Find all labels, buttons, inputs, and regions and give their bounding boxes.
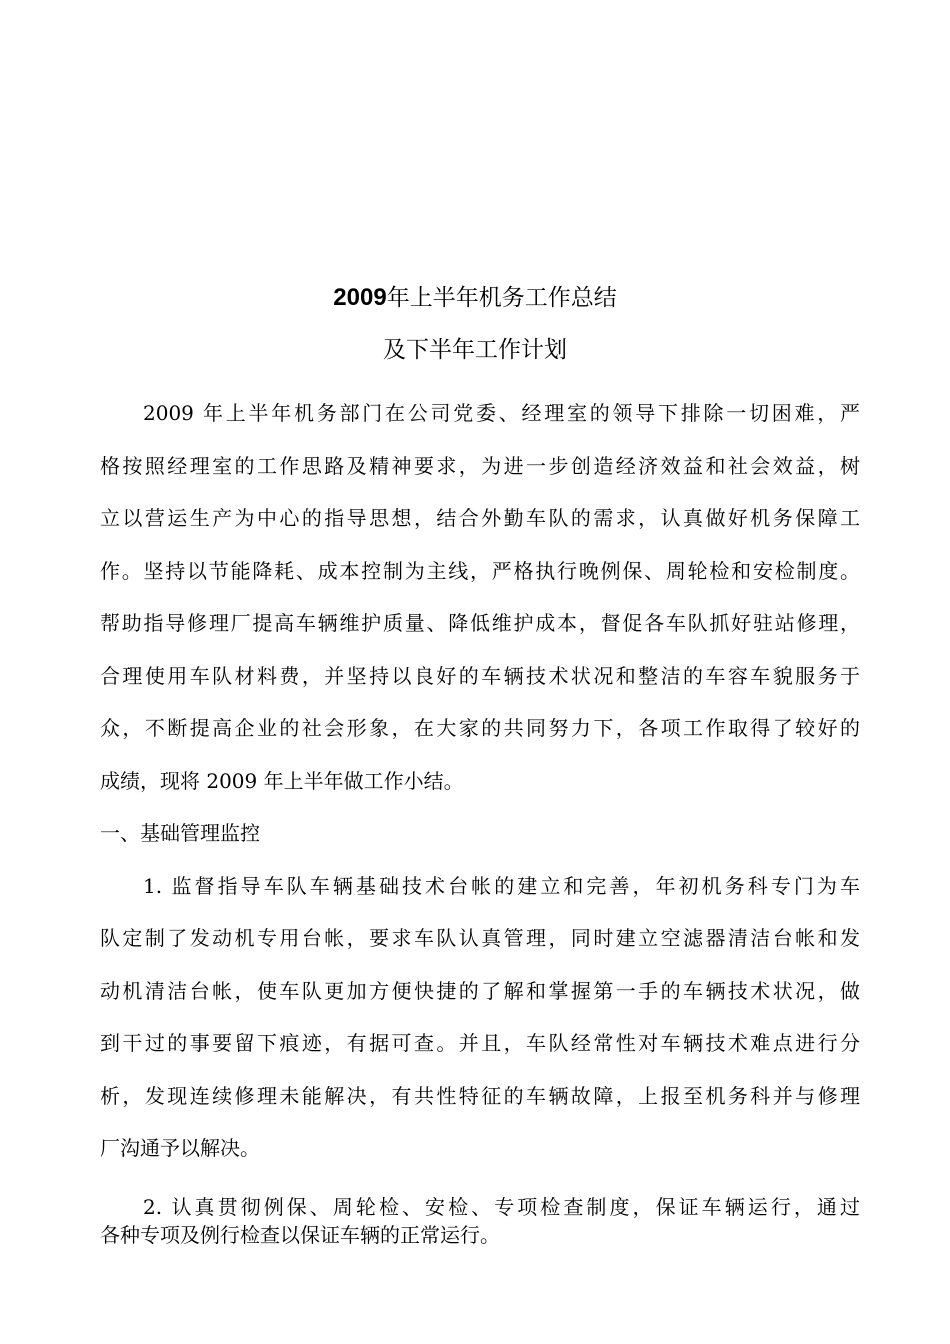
- item-1-line: 动机清洁台帐，使车队更加方便快捷的了解和掌握第一手的车辆技术状况，做: [100, 979, 860, 1003]
- item-2-line: 各种专项及例行检查以保证车辆的正常运行。: [100, 1223, 500, 1247]
- intro-line: 众，不断提高企业的社会形象，在大家的共同努力下，各项工作取得了较好的: [100, 716, 860, 740]
- intro-line: 2009 年上半年机务部门在公司党委、经理室的领导下排除一切困难，严: [143, 401, 860, 425]
- intro-line: 作。坚持以节能降耗、成本控制为主线，严格执行晚例保、周轮检和安检制度。: [100, 559, 860, 583]
- intro-line: 格按照经理室的工作思路及精神要求，为进一步创造经济效益和社会效益，树: [100, 454, 860, 478]
- item-1-line: 到干过的事要留下痕迹，有据可查。并且，车队经常性对车辆技术难点进行分: [100, 1031, 860, 1055]
- item-1-line: 队定制了发动机专用台帐，要求车队认真管理，同时建立空滤器清洁台帐和发: [100, 926, 860, 950]
- section-heading: 一、基础管理监控: [100, 821, 260, 845]
- title-year: 2009: [333, 284, 387, 311]
- intro-line: 合理使用车队材料费，并坚持以良好的车辆技术状况和整洁的车容车貌服务于: [100, 664, 860, 688]
- title-line-1-text: 年上半年机务工作总结: [386, 285, 617, 311]
- item-1-line: 析，发现连续修理未能解决，有共性特征的车辆故障，上报至机务科并与修理: [100, 1084, 860, 1108]
- item-2-line: 2. 认真贯彻例保、周轮检、安检、专项检查制度，保证车辆运行，通过: [143, 1195, 860, 1219]
- document-title-line-1: [0, 283, 950, 313]
- item-1-line: 1. 监督指导车队车辆基础技术台帐的建立和完善，年初机务科专门为车: [143, 874, 860, 898]
- document-title-line-2: 及下半年工作计划: [383, 337, 567, 363]
- intro-line: 立以营运生产为中心的指导思想，结合外勤车队的需求，认真做好机务保障工: [100, 506, 860, 530]
- intro-line: 成绩，现将 2009 年上半年做工作小结。: [100, 769, 464, 793]
- intro-line: 帮助指导修理厂提高车辆维护质量、降低维护成本，督促各车队抓好驻站修理，: [100, 611, 860, 635]
- item-1-line: 厂沟通予以解决。: [100, 1136, 260, 1160]
